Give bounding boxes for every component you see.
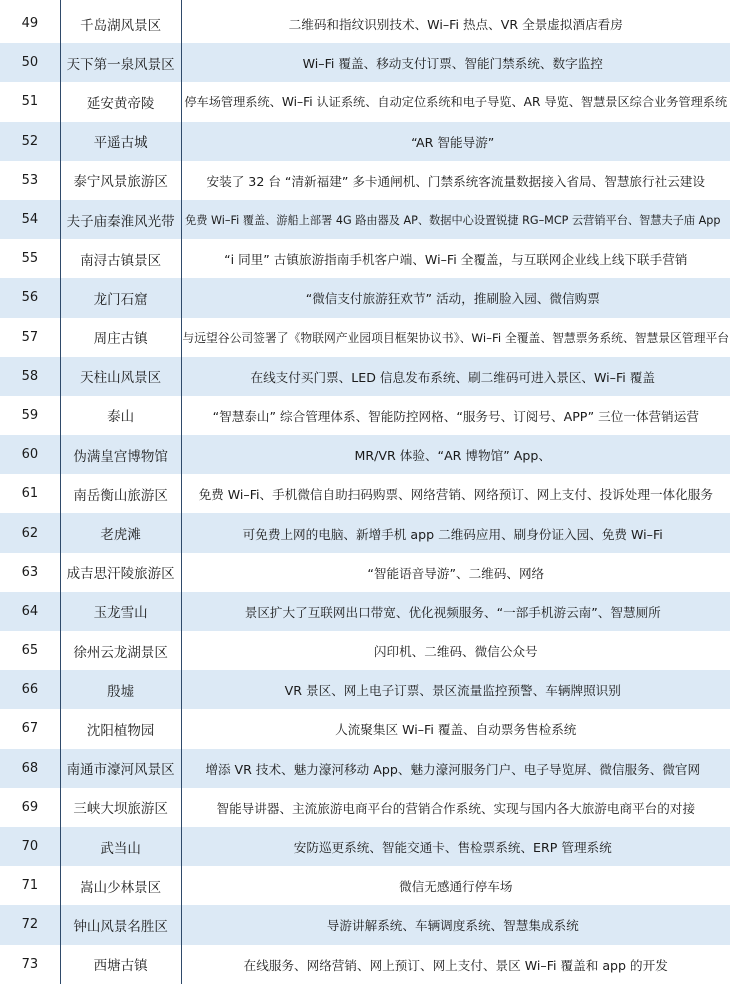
- table-row: [0, 945, 730, 984]
- smart-tech-description: 闪印机、二维码、微信公众号: [373, 644, 538, 660]
- smart-tech-description: “微信支付旅游狂欢节” 活动，推刷脸入园、微信购票: [182, 278, 725, 317]
- table-row: [0, 513, 730, 552]
- smart-tech-description: Wi–Fi 覆盖、移动支付订票、智能门禁系统、数字监控: [182, 43, 725, 82]
- scenic-area-name: 玉龙雪山: [61, 592, 182, 631]
- smart-tech-description: 智能导讲器、主流旅游电商平台的营销合作系统、实现与国内各大旅游电商平台的对接: [216, 800, 696, 816]
- table-row: [0, 905, 730, 944]
- table-row: [0, 278, 730, 317]
- table-row: [0, 200, 730, 239]
- table-row: [0, 749, 730, 788]
- table-row: [0, 318, 730, 357]
- scenic-area-name: 西塘古镇: [61, 945, 182, 984]
- scenic-area-name: 泰宁风景旅游区: [61, 161, 182, 200]
- table-row: [0, 357, 730, 396]
- scenic-area-name: 嵩山少林景区: [61, 866, 182, 905]
- scenic-area-name: 殷墟: [61, 670, 182, 709]
- smart-tech-description: “i 同里” 古镇旅游指南手机客户端、Wi–Fi 全覆盖，与互联网企业线上线下联手营销: [224, 252, 688, 268]
- scenic-area-name: 南岳衡山旅游区: [61, 474, 182, 513]
- table-row: [0, 122, 730, 161]
- table-row: [0, 709, 730, 748]
- smart-tech-description: 增添 VR 技术、魅力濠河移动 App、魅力濠河服务门户、电子导览屏、微信服务、微官网: [182, 749, 725, 788]
- row-number: 51: [0, 82, 61, 121]
- scenic-area-name: 平遥古城: [61, 122, 182, 161]
- row-number: 49: [0, 4, 61, 43]
- scenic-area-name: 夫子庙秦淮风光带: [61, 200, 182, 239]
- row-number: 66: [0, 670, 61, 709]
- row-number: 68: [0, 749, 61, 788]
- row-number: 62: [0, 513, 61, 552]
- table-row: [0, 239, 730, 278]
- smart-tech-description: “智能语音导游”、二维码、网络: [367, 565, 545, 581]
- scenic-area-name: 徐州云龙湖景区: [61, 631, 182, 670]
- row-number: 70: [0, 827, 61, 866]
- row-number: 71: [0, 866, 61, 905]
- row-number: 59: [0, 396, 61, 435]
- scenic-area-name: 周庄古镇: [61, 318, 182, 357]
- smart-tech-description: 景区扩大了互联网出口带宽、优化视频服务、“一部手机游云南”、智慧厕所: [182, 592, 725, 631]
- table-row: [0, 396, 730, 435]
- scenic-area-name: 南通市濠河风景区: [61, 749, 182, 788]
- scenic-area-name: 延安黄帝陵: [61, 82, 182, 121]
- row-number: 58: [0, 357, 61, 396]
- smart-tech-description: 人流聚集区 Wi–Fi 覆盖、自动票务售检系统: [335, 722, 577, 738]
- smart-tech-description: “AR 智能导游”: [182, 122, 725, 161]
- scenic-area-name: 钟山风景名胜区: [61, 905, 182, 944]
- scenic-area-name: 龙门石窟: [61, 278, 182, 317]
- table-row: [0, 866, 730, 905]
- smart-tech-description: 安装了 32 台 “清新福建” 多卡通闸机、门禁系统客流量数据接入省局、智慧旅行社云建设: [206, 173, 705, 189]
- row-number: 67: [0, 709, 61, 748]
- scenic-area-name: 三峡大坝旅游区: [61, 788, 182, 827]
- smart-tech-description: 与远望谷公司签署了《物联网产业园项目框架协议书》、Wi–Fi 全覆盖、智慧票务系统、智慧景区管理平台: [182, 330, 730, 345]
- smart-tech-description: 在线服务、网络营销、网上预订、网上支付、景区 Wi–Fi 覆盖和 app 的开发: [243, 957, 668, 973]
- table-row: [0, 474, 730, 513]
- smart-tech-description: 停车场管理系统、Wi–Fi 认证系统、自动定位系统和电子导览、AR 导览、智慧景区综合业务管理系统: [184, 95, 728, 110]
- smart-tech-description: MR/VR 体验、“AR 博物馆” App、: [182, 435, 725, 474]
- table-row: [0, 4, 730, 43]
- table-row: [0, 161, 730, 200]
- scenic-area-name: 天下第一泉风景区: [61, 43, 182, 82]
- scenic-area-name: 泰山: [61, 396, 182, 435]
- scenic-area-name: 伪满皇宫博物馆: [61, 435, 182, 474]
- table-row: [0, 553, 730, 592]
- smart-tech-description: 导游讲解系统、车辆调度系统、智慧集成系统: [182, 905, 725, 944]
- smart-tech-description: 免费 Wi–Fi 覆盖、游船上部署 4G 路由器及 AP、数据中心设置锐捷 RG–MCP 云营销平台、智慧夫子庙 App: [182, 200, 725, 239]
- table-row: [0, 631, 730, 670]
- row-number: 63: [0, 553, 61, 592]
- row-number: 73: [0, 945, 61, 984]
- row-number: 55: [0, 239, 61, 278]
- row-number: 53: [0, 161, 61, 200]
- table-row: [0, 788, 730, 827]
- smart-tech-description: 微信无感通行停车场: [399, 879, 513, 895]
- row-number: 52: [0, 122, 61, 161]
- table-row: [0, 43, 730, 82]
- row-number: 72: [0, 905, 61, 944]
- row-number: 56: [0, 278, 61, 317]
- row-number: 64: [0, 592, 61, 631]
- smart-tech-description: 二维码和指纹识别技术、Wi–Fi 热点、VR 全景虚拟酒店看房: [288, 17, 623, 33]
- smart-tech-description: VR 景区、网上电子订票、景区流量监控预警、车辆牌照识别: [182, 670, 725, 709]
- table-row: [0, 827, 730, 866]
- row-number: 57: [0, 318, 61, 357]
- row-number: 65: [0, 631, 61, 670]
- scenic-area-name: 沈阳植物园: [61, 709, 182, 748]
- scenic-area-name: 老虎滩: [61, 513, 182, 552]
- row-number: 61: [0, 474, 61, 513]
- row-number: 50: [0, 43, 61, 82]
- table-body: [0, 4, 730, 984]
- scenic-area-name: 天柱山风景区: [61, 357, 182, 396]
- table-row: [0, 670, 730, 709]
- row-number: 69: [0, 788, 61, 827]
- table-row: [0, 82, 730, 121]
- table-row: [0, 435, 730, 474]
- row-number: 60: [0, 435, 61, 474]
- smart-tech-description: 安防巡更系统、智能交通卡、售检票系统、ERP 管理系统: [182, 827, 725, 866]
- table-row: [0, 592, 730, 631]
- scenic-area-name: 南浔古镇景区: [61, 239, 182, 278]
- smart-tech-description: 可免费上网的电脑、新增手机 app 二维码应用、刷身份证入园、免费 Wi–Fi: [182, 513, 725, 552]
- smart-tech-description: “智慧泰山” 综合管理体系、智能防控网格、“服务号、订阅号、APP” 三位一体营销运营: [212, 408, 699, 424]
- scenic-area-name: 武当山: [61, 827, 182, 866]
- row-number: 54: [0, 200, 61, 239]
- smart-tech-description: 在线支付买门票、LED 信息发布系统、刷二维码可进入景区、Wi–Fi 覆盖: [182, 357, 725, 396]
- scenic-area-name: 成吉思汗陵旅游区: [61, 553, 182, 592]
- scenic-area-name: 千岛湖风景区: [61, 4, 182, 43]
- smart-tech-description: 免费 Wi–Fi、手机微信自助扫码购票、网络营销、网络预订、网上支付、投诉处理一体化服务: [198, 487, 713, 503]
